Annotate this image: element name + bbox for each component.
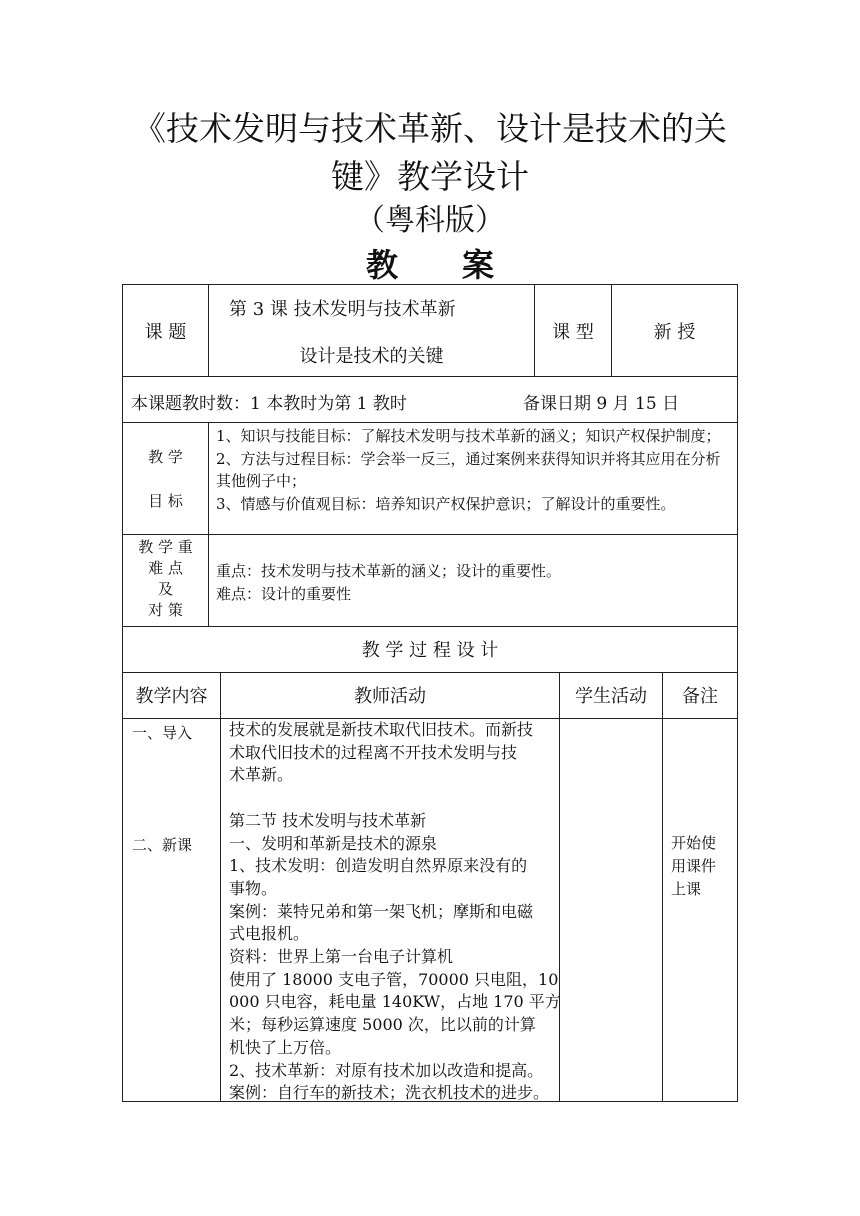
teacher-line: 000 只电容，耗电量 140KW，占地 170 平方: [229, 992, 561, 1012]
row-divider: [123, 534, 737, 535]
col-header-content: 教学内容: [135, 686, 208, 707]
objective-item: 2、方法与过程目标：学会举一反三，通过案例来获得知识并将其应用在分析其他例子中；: [216, 449, 721, 490]
col-divider: [208, 422, 209, 626]
notes-line: 用课件: [671, 857, 717, 875]
lesson-label: 课 题: [144, 321, 187, 343]
lesson-title: [209, 285, 534, 376]
section-intro: 一、导入: [132, 724, 193, 742]
teacher-line: 第二节 技术发明与技术革新: [229, 810, 427, 830]
notes-content: [671, 832, 735, 901]
col-divider: [220, 672, 221, 1102]
row-divider: [123, 376, 737, 377]
teacher-line: 式电报机。: [229, 924, 310, 944]
key-label-line2: 难 点: [148, 559, 183, 577]
col-header-teacher: 教师活动: [354, 686, 426, 707]
teacher-line: 案例：自行车的新技术；洗衣机技术的进步。: [229, 1083, 550, 1103]
teacher-line: 2、技术革新：对原有技术加以改造和提高。: [229, 1060, 544, 1080]
col-divider: [662, 672, 663, 1102]
objectives-label-line1: 教 学: [148, 448, 183, 466]
col-divider: [559, 672, 560, 1102]
page-title-line1: 《技术发明与技术革新、设计是技术的关: [133, 109, 727, 148]
col-header-student: 学生活动: [575, 686, 647, 707]
notes-line: 开始使: [671, 834, 717, 852]
objectives-label-line2: 目 标: [148, 492, 183, 510]
section-new-lesson: 二、新课: [132, 836, 193, 854]
page-subtitle: （粤科版）: [355, 203, 505, 238]
teacher-line: 机快了上万倍。: [229, 1037, 342, 1057]
lesson-plan-heading: 教案: [365, 246, 558, 284]
lesson-title-line2: 设计是技术的关键: [299, 346, 444, 367]
key-label-line3: 及: [157, 580, 173, 598]
row-divider: [123, 422, 737, 423]
teacher-line: 一、发明和革新是技术的源泉: [229, 833, 438, 853]
key-point: 重点：技术发明与技术革新的涵义；设计的重要性。: [216, 562, 562, 580]
lesson-title-line1: 第 3 课 技术发明与技术革新: [229, 299, 456, 320]
objective-item: 3、情感与价值观目标：培养知识产权保护意识；了解设计的重要性。: [216, 494, 676, 513]
teacher-line: 案例：莱特兄弟和第一架飞机；摩斯和电磁: [229, 901, 534, 921]
objective-item: 1、知识与技能目标：了解技术发明与技术革新的涵义；知识产权保护制度；: [216, 427, 721, 445]
teacher-line: 事物。: [229, 878, 278, 898]
notes-line: 上课: [671, 880, 702, 898]
teacher-line: 术革新。: [229, 765, 294, 785]
key-label-line1: 教 学 重: [138, 538, 193, 556]
type-label: 课 型: [552, 321, 594, 343]
key-points-content: [216, 560, 732, 606]
type-value: 新 授: [653, 321, 696, 343]
teacher-line: 米；每秒运算速度 5000 次，比以前的计算: [229, 1015, 536, 1035]
teacher-line: [229, 787, 559, 810]
teacher-line: 使用了 18000 支电子管，70000 只电阻，10: [229, 969, 559, 989]
teacher-line: 1、技术发明：创造发明自然界原来没有的: [229, 856, 528, 876]
difficult-point: 难点：设计的重要性: [216, 585, 352, 603]
key-label-line4: 对 策: [148, 601, 183, 619]
objectives-content: [216, 425, 732, 515]
prep-date: 备课日期 9 月 15 日: [523, 394, 680, 414]
page-title-line2: 键》教学设计: [331, 157, 529, 196]
objectives-label: [123, 422, 208, 534]
teacher-line: 资料：世界上第一台电子计算机: [229, 947, 454, 967]
lesson-hours: 本课题教时数：1 本教时为第 1 教时: [131, 394, 407, 414]
teacher-activity: [229, 719, 559, 1105]
lesson-plan-table: [122, 284, 738, 1102]
teacher-line: 术取代旧技术的过程离不开技术发明与技: [229, 742, 518, 762]
key-points-label: [123, 537, 208, 625]
col-header-notes: 备注: [682, 686, 718, 707]
process-title: 教 学 过 程 设 计: [361, 640, 499, 661]
teacher-line: 技术的发展就是新技术取代旧技术。而新技: [229, 720, 534, 739]
